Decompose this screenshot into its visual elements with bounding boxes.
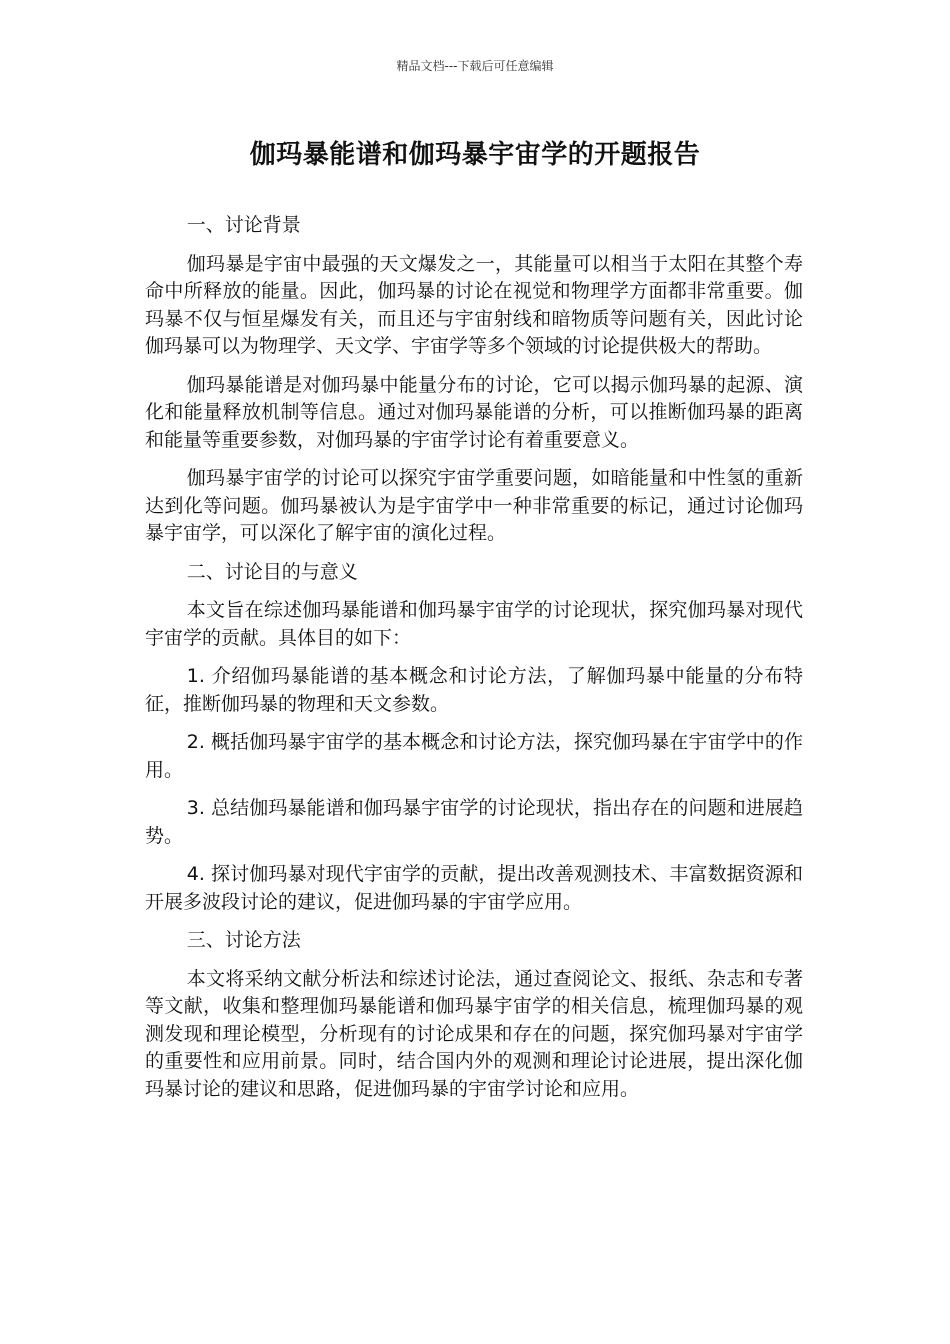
list-item: 1. 介绍伽玛暴能谱的基本概念和讨论方法，了解伽玛暴中能量的分布特征，推断伽玛暴的物理和天文参数。	[145, 665, 803, 715]
section-heading: 三、讨论方法	[186, 929, 301, 951]
document-title: 伽玛暴能谱和伽玛暴宇宙学的开题报告	[249, 140, 701, 170]
section-heading: 二、讨论目的与意义	[186, 560, 358, 583]
paragraph: 伽玛暴能谱是对伽玛暴中能量分布的讨论，它可以揭示伽玛暴的起源、演化和能量释放机制等信息。通过对伽玛暴能谱的分析，可以推断伽玛暴的距离和能量等重要参数，对伽玛暴的宇宙学讨论有着重要意义。	[145, 373, 803, 451]
list-item: 2. 概括伽玛暴宇宙学的基本概念和讨论方法，探究伽玛暴在宇宙学中的作用。	[145, 731, 803, 781]
page-header: 精品文档---下载后可任意编辑	[396, 59, 554, 73]
document-body	[145, 212, 803, 1114]
list-item: 3. 总结伽玛暴能谱和伽玛暴宇宙学的讨论现状，指出存在的问题和进展趋势。	[145, 797, 803, 847]
paragraph: 伽玛暴宇宙学的讨论可以探究宇宙学重要问题，如暗能量和中性氢的重新达到化等问题。伽玛暴被认为是宇宙学中一种非常重要的标记，通过讨论伽玛暴宇宙学，可以深化了解宇宙的演化过程。	[145, 467, 803, 544]
section-heading: 一、讨论背景	[186, 214, 301, 236]
paragraph: 本文将采纳文献分析法和综述讨论法，通过查阅论文、报纸、杂志和专著等文献，收集和整理伽玛暴能谱和伽玛暴宇宙学的相关信息，梳理伽玛暴的观测发现和理论模型，分析现有的讨论成果和存在的问题，探究伽玛暴对宇宙学的重要性和应用前景。同时，结合国内外的观测和理论讨论进展，提出深化伽玛暴讨论的建议和思路，促进伽玛暴的宇宙学讨论和应用。	[145, 967, 803, 1100]
paragraph: 本文旨在综述伽玛暴能谱和伽玛暴宇宙学的讨论现状，探究伽玛暴对现代宇宙学的贡献。具体目的如下：	[145, 599, 803, 649]
paragraph: 伽玛暴是宇宙中最强的天文爆发之一，其能量可以相当于太阳在其整个寿命中所释放的能量。因此，伽玛暴的讨论在视觉和物理学方面都非常重要。伽玛暴不仅与恒星爆发有关，而且还与宇宙射线和暗物质等问题有关，因此讨论伽玛暴可以为物理学、天文学、宇宙学等多个领域的讨论提供极大的帮助。	[145, 252, 803, 357]
list-item: 4. 探讨伽玛暴对现代宇宙学的贡献，提出改善观测技术、丰富数据资源和开展多波段讨论的建议，促进伽玛暴的宇宙学应用。	[145, 863, 803, 913]
